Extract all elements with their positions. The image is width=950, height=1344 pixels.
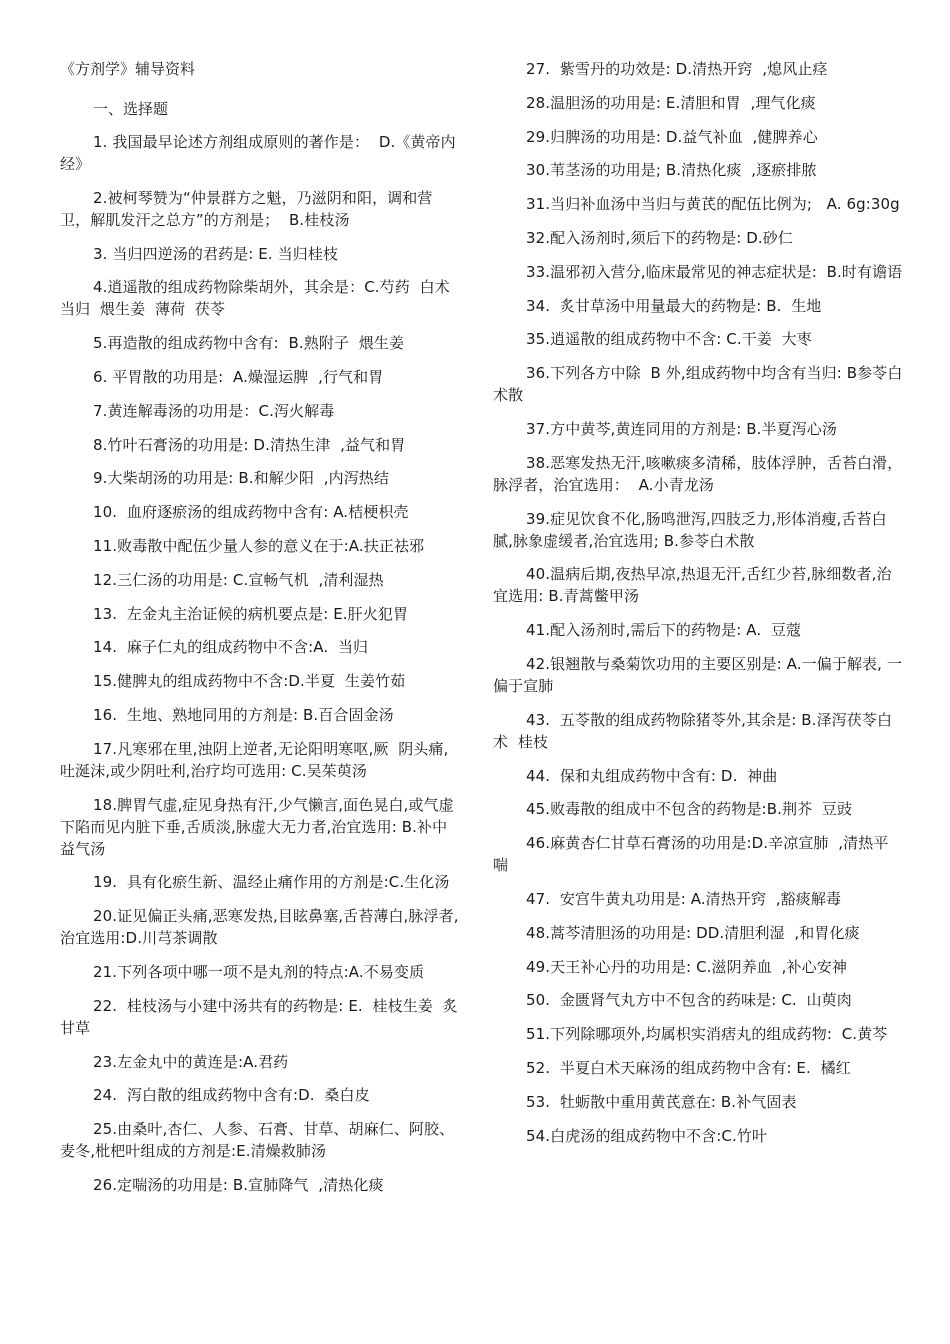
question-item: 8.竹叶石膏汤的功用是: D.清热生津 ,益气和胃: [93, 435, 406, 454]
question-item: 53. 牡蛎散中重用黄芪意在: B.补气固表: [526, 1092, 797, 1111]
question-item: 32.配入汤剂时,须后下的药物是: D.砂仁: [526, 228, 793, 247]
question-item: 45.败毒散的组成中不包含的药物是:B.荆芥 豆豉: [526, 800, 853, 819]
question-item: 51.下列除哪项外,均属枳实消痞丸的组成药物: C.黄芩: [526, 1025, 888, 1044]
question-item: 33.温邪初入营分,临床最常见的神志症状是: B.时有谵语: [526, 262, 903, 281]
question-item: 46.麻黄杏仁甘草石膏汤的功用是:D.辛凉宣肺 ,清热平喘: [493, 834, 889, 875]
document-title: 《方剂学》辅导资料: [60, 60, 196, 78]
question-item: 21.下列各项中哪一项不是丸剂的特点:A.不易变质: [93, 962, 425, 981]
question-item: 35.逍遥散的组成药物中不含: C.干姜 大枣: [526, 330, 812, 349]
question-item: 30.苇茎汤的功用是; B.清热化痰 ,逐瘀排脓: [526, 161, 817, 180]
question-item: 42.银翘散与桑菊饮功用的主要区别是: A.一偏于解表, 一偏于宣肺: [493, 654, 902, 695]
question-list-right: [493, 58, 903, 1147]
section-heading: 一、选择题: [93, 100, 169, 118]
right-column: [493, 58, 903, 1158]
question-item: 27. 紫雪丹的功效是: D.清热开窍 ,熄风止痉: [526, 60, 828, 78]
question-item: 49.天王补心丹的功用是: C.滋阴养血 ,补心安神: [526, 957, 847, 976]
question-item: 25.由桑叶,杏仁、人参、石膏、甘草、胡麻仁、阿胶、麦冬,枇杷叶组成的方剂是:E.清燥救肺汤: [60, 1120, 455, 1161]
question-item: 52. 半夏白术天麻汤的组成药物中含有: E. 橘红: [526, 1058, 851, 1077]
question-item: 17.凡寒邪在里,浊阴上逆者,无论阳明寒呕,厥 阴头痛,吐涎沫,或少阴吐利,治疗均可选用: C.吴茱萸汤: [60, 739, 449, 780]
question-item: 10. 血府逐瘀汤的组成药物中含有: A.桔梗枳壳: [93, 503, 409, 522]
question-item: 44. 保和丸组成药物中含有: D. 神曲: [526, 766, 778, 785]
question-list-left: [60, 131, 462, 1196]
question-item: 39.症见饮食不化,肠鸣泄泻,四肢乏力,形体消瘦,舌苔白腻,脉象虚缓者,治宜选用; B.参苓白术散: [493, 509, 887, 550]
question-item: 36.下列各方中除 B 外,组成药物中均含有当归: B参苓白术散: [493, 364, 903, 405]
question-item: 41.配入汤剂时,需后下的药物是: A. 豆蔻: [526, 621, 802, 640]
question-item: 54.白虎汤的组成药物中不含:C.竹叶: [526, 1126, 768, 1145]
question-item: 31.当归补血汤中当归与黄芪的配伍比例为; A. 6g:30g: [526, 195, 900, 214]
question-item: 4.逍遥散的组成药物除柴胡外，其余是：C.芍药 白术当归 煨生姜 薄荷 茯苓: [60, 278, 450, 319]
question-item: 43. 五苓散的组成药物除猪苓外,其余是: B.泽泻茯苓白术 桂枝: [493, 710, 893, 751]
question-item: 7.黄连解毒汤的功用是：C.泻火解毒: [93, 401, 335, 420]
question-item: 6. 平胃散的功用是: A.燥湿运脾 ,行气和胃: [93, 367, 384, 386]
question-item: 13. 左金丸主治证候的病机要点是: E.肝火犯胃: [93, 604, 409, 623]
question-item: 12.三仁汤的功用是: C.宣畅气机 ,清利湿热: [93, 570, 384, 589]
question-item: 5.再造散的组成药物中含有: B.熟附子 煨生姜: [93, 334, 405, 353]
question-item: 26.定喘汤的功用是: B.宣肺降气 ,清热化痰: [93, 1175, 384, 1194]
question-item: 47. 安宫牛黄丸功用是: A.清热开窍 ,豁痰解毒: [526, 889, 842, 908]
question-item: 3. 当归四逆汤的君药是: E. 当归桂枝: [93, 244, 339, 263]
question-item: 11.败毒散中配伍少量人参的意义在于:A.扶正祛邪: [93, 536, 425, 555]
question-item: 34. 炙甘草汤中用量最大的药物是: B. 生地: [526, 296, 822, 315]
question-item: 50. 金匮肾气丸方中不包含的药味是: C. 山萸肉: [526, 991, 852, 1010]
question-item: 15.健脾丸的组成药物中不含:D.半夏 生姜竹茹: [93, 672, 406, 691]
question-item: 48.蒿芩清胆汤的功用是: DD.清胆利湿 ,和胃化痰: [526, 923, 860, 942]
question-item: 22. 桂枝汤与小建中汤共有的药物是: E. 桂枝生姜 炙甘草: [60, 996, 458, 1037]
question-item: 9.大柴胡汤的功用是: B.和解少阳 ,内泻热结: [93, 469, 389, 488]
question-item: 28.温胆汤的功用是: E.清胆和胃 ,理气化痰: [526, 93, 816, 112]
question-item: 40.温病后期,夜热早凉,热退无汗,舌红少苔,脉细数者,治宜选用: B.青蒿鳖甲汤: [493, 565, 892, 606]
question-item: 29.归脾汤的功用是: D.益气补血 ,健脾养心: [526, 127, 818, 146]
question-item: 38.恶寒发热无汗,咳嗽痰多清稀，肢体浮肿，舌苔白滑，脉浮者，治宜选用： A.小青龙汤: [493, 453, 903, 494]
question-item: 16. 生地、熟地同用的方剂是: B.百合固金汤: [93, 705, 394, 724]
question-item: 14. 麻子仁丸的组成药物中不含:A. 当归: [93, 638, 369, 657]
question-item: 18.脾胃气虚,症见身热有汗,少气懒言,面色晃白,或气虚下陷而见内脏下垂,舌质淡,脉虚大无力者,治宜选用: B.补中益气汤: [60, 795, 454, 858]
question-item: 1. 我国最早论述方剂组成原则的著作是： D.《黄帝内经》: [60, 133, 456, 173]
question-item: 2.被柯琴赞为“仲景群方之魁，乃滋阴和阳，调和营卫，解肌发汗之总方”的方剂是； B.桂枝汤: [60, 188, 433, 229]
left-column: [60, 58, 462, 1208]
question-item: 23.左金丸中的黄连是:A.君药: [93, 1052, 289, 1071]
question-item: 20.证见偏正头痛,恶寒发热,目眩鼻塞,舌苔薄白,脉浮者,治宜选用:D.川芎茶调散: [60, 907, 459, 948]
question-item: 19. 具有化瘀生新、温经止痛作用的方剂是:C.生化汤: [93, 873, 450, 892]
question-item: 24. 泻白散的组成药物中含有:D. 桑白皮: [93, 1086, 370, 1105]
question-item: 37.方中黄芩,黄连同用的方剂是: B.半夏泻心汤: [526, 419, 838, 438]
